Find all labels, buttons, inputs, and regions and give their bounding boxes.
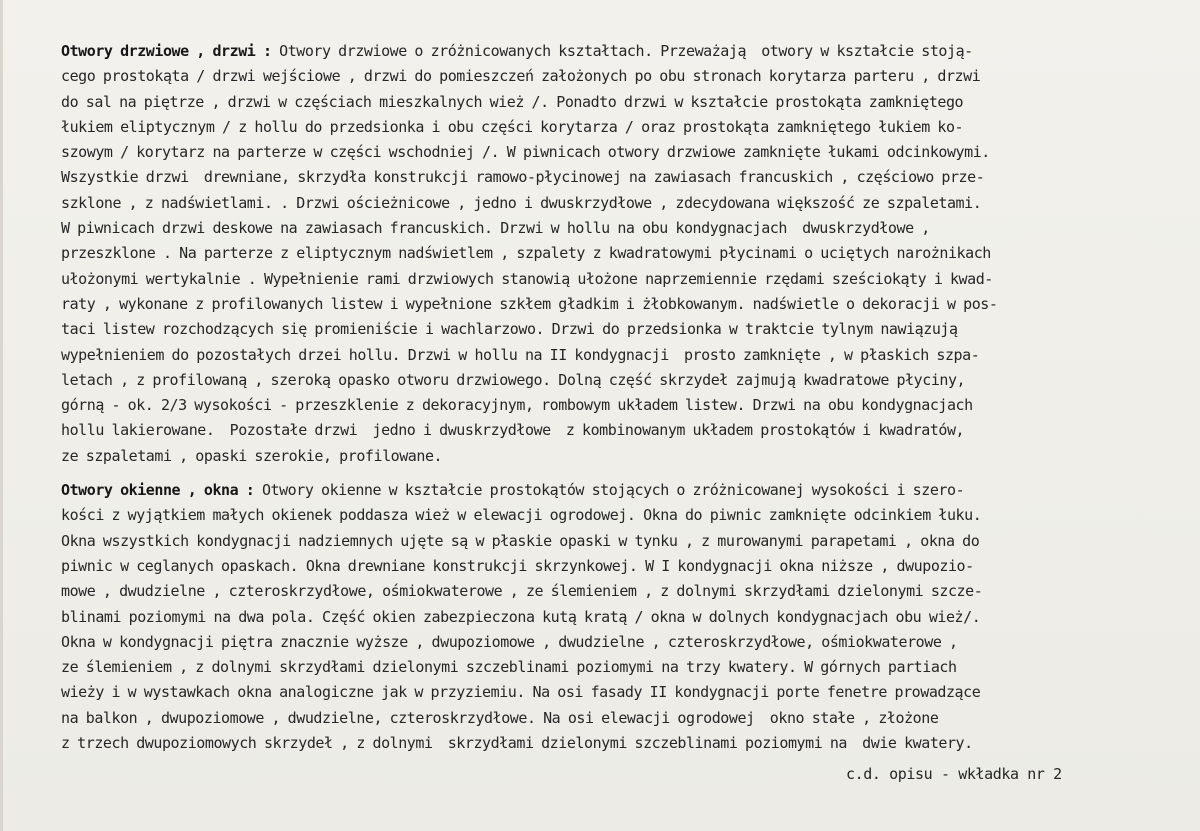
windows-line: kości z wyjątkiem małych okienek poddasza wież w elewacji ogrodowej. Okna do piwnic zamknięte odcinkiem łuku. (61, 506, 982, 525)
windows-line: Okna w kondygnacji piętra znacznie wyższe , dwupoziomowe , dwudzielne , czteroskrzydłowe, ośmiokwaterowe , (61, 632, 958, 651)
doors-line: ułożonymi wertykalnie . Wypełnienie rami drzwiowych stanowią ułożone naprzemiennie rzędami sześciokąty i kwad- (61, 269, 993, 288)
windows-line: ze ślemieniem , z dolnymi skrzydłami dzielonymi szczeblinami poziomymi na trzy kwatery. W górnych partiach (61, 658, 957, 677)
windows-first-line (61, 478, 1161, 503)
doors-line: szklone , z nadświetlami. . Drzwi ościeżnicowe , jedno i dwuskrzydłowe , zdecydowana większość ze szpaletami. (61, 193, 982, 212)
doors-line: wypełnieniem do pozostałych drzei hollu. Drzwi w hollu na II kondygnacji prosto zamknięte , w płaskich szpa- (61, 345, 980, 364)
doors-section (61, 39, 1161, 469)
windows-line: Okna wszystkich kondygnacji nadziemnych ujęte są w płaskie opaski w tynku , z murowanymi parapetami , okna do (61, 531, 980, 550)
page-body (61, 39, 1161, 756)
doors-line: przeszklone . Na parterze z eliptycznym nadświetlem , szpalety z kwadratowymi płycinami o uciętych narożnikach (61, 244, 991, 263)
continuation-note: c.d. opisu - wkładka nr 2 (846, 765, 1062, 783)
doors-line: łukiem eliptycznym / z hollu do przedsionka i obu części korytarza / oraz prostokąta zamkniętego łukiem ko- (61, 117, 964, 136)
doors-first-line (61, 39, 1161, 64)
doors-line-0: Otwory drzwiowe o zróżnicowanych kształtach. Przeważają otwory w kształcie stoją- (271, 42, 973, 60)
doors-line: W piwnicach drzwi deskowe na zawiasach francuskich. Drzwi w hollu na obu kondygnacjach dwuskrzydłowe , (61, 219, 930, 238)
doors-line: raty , wykonane z profilowanych listew i wypełnione szkłem gładkim i żłobkowanym. nadświetle o dekoracji w pos- (61, 294, 998, 313)
windows-line: piwnic w ceglanych opaskach. Okna drewniane konstrukcji skrzynkowej. W I kondygnacji okna niższe , dwupozio- (61, 556, 974, 575)
windows-line: mowe , dwudzielne , czteroskrzydłowe, ośmiokwaterowe , ze ślemieniem , z dolnymi skrzydłami dzielonymi szcze- (61, 582, 983, 601)
windows-line: wieży i w wystawkach okna analogiczne jak w przyziemiu. Na osi fasady II kondygnacji porte fenetre prowadzące (61, 683, 981, 702)
windows-line: blinami poziomymi na dwa pola. Część okien zabezpieczona kutą kratą / okna w dolnych kondygnacjach obu wież/. (61, 607, 981, 626)
doors-line: hollu lakierowane. Pozostałe drzwi jedno i dwuskrzydłowe z kombinowanym układem prostokątów i kwadratów, (61, 421, 965, 440)
doors-heading: Otwory drzwiowe , drzwi : (61, 42, 272, 60)
doors-line: letach , z profilowaną , szeroką opasko otworu drzwiowego. Dolną część skrzydeł zajmują kwadratowe płyciny, (61, 370, 966, 389)
doors-line: szowym / korytarz na parterze w części wschodniej /. W piwnicach otwory drzwiowe zamknięte łukami odcinkowymi. (61, 143, 990, 162)
windows-heading: Otwory okienne , okna : (61, 481, 255, 500)
doors-line: ze szpaletami , opaski szerokie, profilowane. (61, 446, 443, 465)
windows-line-0: Otwory okienne w kształcie prostokątów stojących o zróżnicowanej wysokości i szero- (254, 481, 965, 500)
doors-line: taci listew rozchodzących się promieniście i wachlarzowo. Drzwi do przedsionka w traktcie tylnym nawiązują (61, 320, 958, 339)
doors-line: Wszystkie drzwi drewniane, skrzydła konstrukcji ramowo-płycinowej na zawiasach francuskich , częściowo prze- (61, 168, 985, 187)
doors-line: do sal na piętrze , drzwi w częściach mieszkalnych wież /. Ponadto drzwi w kształcie prostokąta zamkniętego (61, 92, 964, 111)
doors-line: cego prostokąta / drzwi wejściowe , drzwi do pomieszczeń założonych po obu stronach korytarza parteru , drzwi (61, 67, 981, 86)
windows-line: z trzech dwupoziomowych skrzydeł , z dolnymi skrzydłami dzielonymi szczeblinami poziomymi na dwie kwatery. (61, 734, 973, 753)
windows-line: na balkon , dwupoziomowe , dwudzielne, czteroskrzydłowe. Na osi elewacji ogrodowej okno stałe , złożone (61, 708, 939, 727)
doors-line: górną - ok. 2/3 wysokości - przeszklenie z dekoracyjnym, rombowym układem listew. Drzwi na obu kondygnacjach (61, 396, 973, 415)
section-gap (61, 469, 1161, 478)
windows-section (61, 478, 1161, 756)
